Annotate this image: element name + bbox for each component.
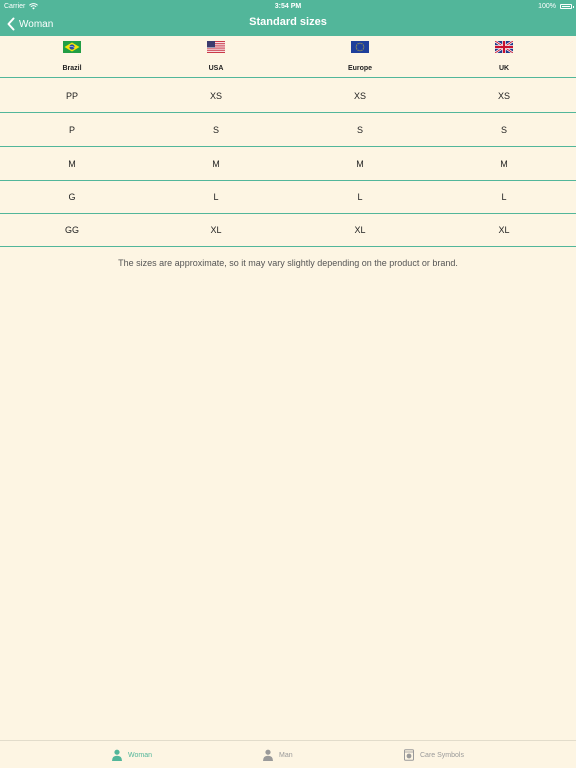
person-icon [262, 749, 274, 761]
size-cell: M [356, 159, 364, 169]
tab-bar [0, 740, 576, 768]
table-header-row [0, 36, 576, 78]
column-label: USA [208, 65, 224, 72]
eu-flag-icon [351, 41, 369, 53]
size-cell: XS [209, 91, 222, 101]
uk-flag-icon [495, 41, 513, 53]
status-bar [0, 2, 576, 12]
table-row [0, 113, 576, 147]
table-row [0, 180, 576, 214]
battery-icon [560, 4, 572, 9]
usa-flag-icon [207, 41, 225, 53]
size-cell: G [68, 192, 76, 202]
page-title: Standard sizes [249, 16, 327, 28]
back-button-label: Woman [19, 18, 54, 30]
table-row [0, 79, 576, 113]
carrier-label: Carrier [4, 3, 26, 10]
size-cell: XS [353, 91, 366, 101]
approximation-note: The sizes are approximate, so it may vary slightly depending on the product or brand. [118, 258, 458, 268]
size-cell: S [356, 125, 363, 135]
size-cell: XL [210, 225, 222, 235]
tab-label: Care Symbols [420, 751, 464, 759]
tab-care-symbols[interactable] [403, 748, 464, 762]
washing-machine-icon [403, 749, 415, 761]
size-cell: S [212, 125, 219, 135]
person-icon [111, 749, 123, 761]
battery-percentage: 100% [538, 3, 556, 10]
size-cell: PP [65, 91, 78, 101]
size-cell: M [500, 159, 508, 169]
clock: 3:54 PM [274, 3, 302, 10]
column-label: UK [498, 65, 510, 72]
size-cell: L [213, 192, 219, 202]
size-cell: M [68, 159, 76, 169]
size-cell: P [68, 125, 75, 135]
brazil-flag-icon [63, 41, 81, 53]
size-cell: XL [498, 225, 510, 235]
table-row [0, 147, 576, 181]
size-cell: XS [497, 91, 510, 101]
tab-woman[interactable] [111, 748, 152, 762]
column-label: Brazil [62, 65, 82, 72]
size-cell: GG [64, 225, 79, 235]
tab-label: Woman [128, 751, 152, 759]
size-cell: M [212, 159, 220, 169]
tab-label: Man [279, 751, 293, 759]
column-label: Europe [347, 65, 373, 72]
navigation-bar [0, 0, 576, 36]
table-row [0, 213, 576, 247]
size-cell: L [501, 192, 507, 202]
size-cell: XL [354, 225, 366, 235]
size-cell: S [500, 125, 507, 135]
size-cell: L [357, 192, 363, 202]
tab-man[interactable] [262, 748, 293, 762]
